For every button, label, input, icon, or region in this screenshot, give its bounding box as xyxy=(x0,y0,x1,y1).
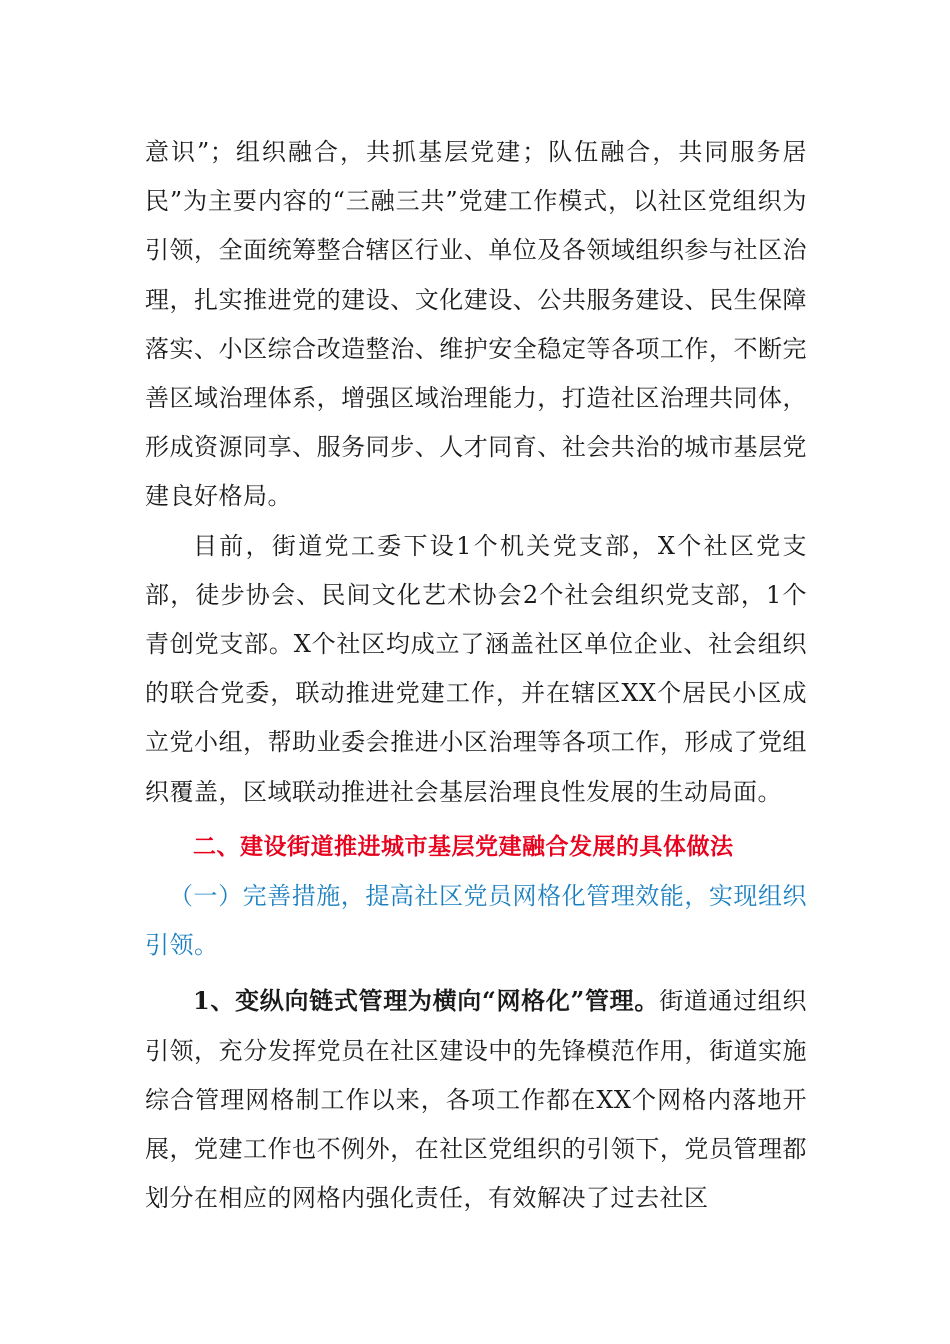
paragraph-current-status: 目前，街道党工委下设1个机关党支部，X个社区党支部，徒步协会、民间文化艺术协会2个社会组织党支部，1个青创党支部。X个社区均成立了涵盖社区单位企业、社会组织的联合党委，联动推进党建工作，并在辖区XX个居民小区成立党小组，帮助业委会推进小区治理等各项工作，形成了党组织覆盖，区域联动推进社会基层治理良性发展的生动局面。 xyxy=(145,531,807,806)
paragraph-party-building-model: 意识”；组织融合，共抓基层党建；队伍融合，共同服务居民”为主要内容的“三融三共”党建工作模式，以社区党组织为引领，全面统筹整合辖区行业、单位及各领域组织参与社区治理，扎实推进党的建设、文化建设、公共服务建设、民生保障落实、小区综合改造整治、维护安全稳定等各项工作，不断完善区域治理体系，增强区域治理能力，打造社区治理共同体，形成资源同享、服务同步、人才同育、社会共治的城市基层党建良好格局。 xyxy=(145,138,807,511)
item-1-body: 街道通过组织引领，充分发挥党员在社区建设中的先锋模范作用，街道实施综合管理网格制工作以来，各项工作都在XX个网格内落地开展，党建工作也不例外，在社区党组织的引领下，党员管理都划分在相应的网格内强化责任，有效解决了过去社区 xyxy=(145,987,807,1213)
subsection-heading: （一）完善措施，提高社区党员网格化管理效能，实现组织引领。 xyxy=(145,882,807,960)
section-heading: 二、建设街道推进城市基层党建融合发展的具体做法 xyxy=(193,833,734,860)
paragraph-item-1 xyxy=(145,976,807,1223)
document-body xyxy=(145,128,807,1223)
item-1-lead: 1、变纵向链式管理为横向“网格化”管理。 xyxy=(193,986,660,1016)
